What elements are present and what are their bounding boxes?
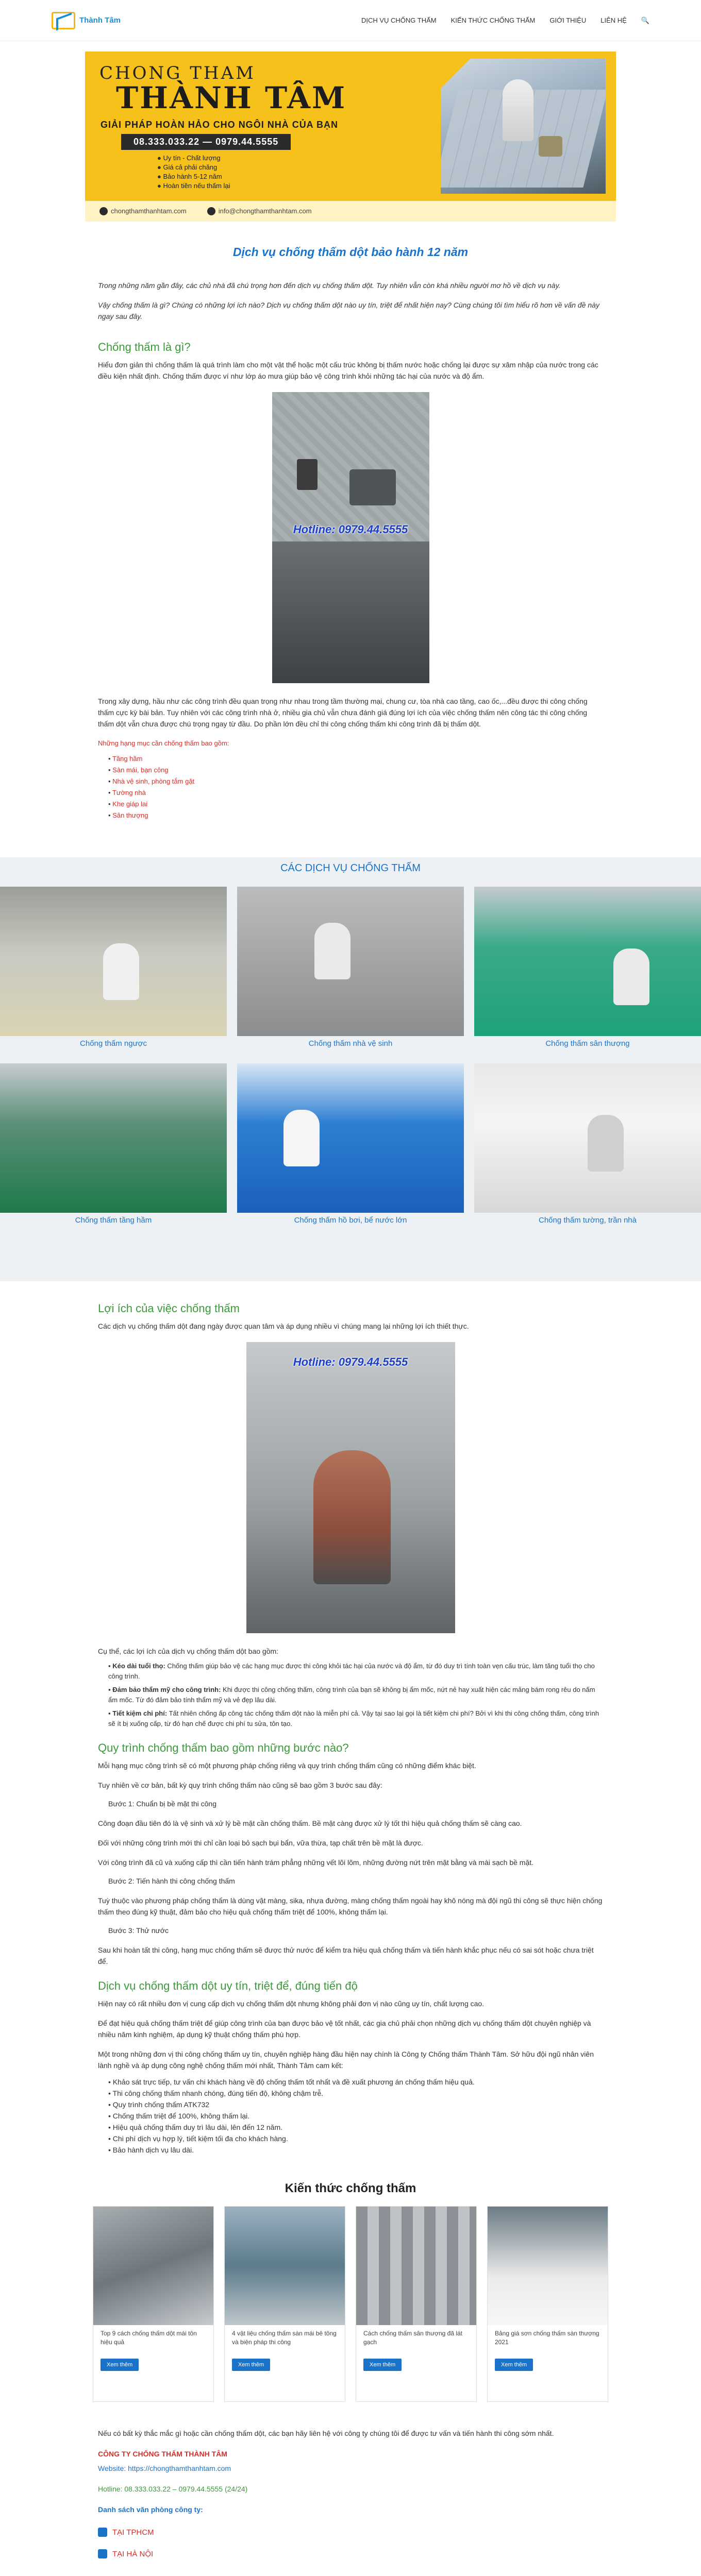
paragraph: Hiện nay có rất nhiều đơn vị cung cấp dịch vụ chống thấm dột nhưng không phải đơn vị nào cũng uy tín, chất lượng cao. (98, 1999, 485, 2008)
hero-brand: CHONG THAM (99, 63, 256, 83)
service-title[interactable]: Chống thấm ngược (80, 1039, 147, 1048)
section-heading: Dịch vụ chống thấm dột uy tín, triệt để, đúng tiến độ (98, 1979, 358, 1992)
step-title: Bước 2: Tiến hành thi công chống thấm (108, 1877, 235, 1885)
service-photo (237, 887, 464, 1036)
hero-website: chongthamthanhtam.com (99, 207, 187, 216)
hero-rooftop-photo (441, 59, 606, 194)
service-card[interactable] (237, 1063, 464, 1225)
paragraph: Tuỳ thuộc vào phương pháp chống thấm là dùng vật màng, sika, nhựa đường, màng chống thấm ngoài hay khô nóng mà đội ngũ thi công sẽ thực hiện chống thấm theo đúng kỹ thuật, đảm bảo cho hiệu quả chống thấm triệt để 100%, không thấm lại. (98, 1896, 603, 1916)
service-title[interactable]: Chống thấm hồ bơi, bể nước lớn (294, 1216, 407, 1225)
service-title[interactable]: Chống thấm tường, trần nhà (539, 1216, 637, 1225)
hero-bullet: ● Giá cả phải chăng (157, 163, 230, 172)
paragraph: Mỗi hạng mục công trình sẽ có một phương pháp chống riêng và quy trình chống thấm cũng có những điểm khác biệt. (98, 1761, 476, 1770)
plus-icon (98, 2549, 107, 2558)
read-more-button[interactable]: Xem thêm (232, 2359, 270, 2371)
contact-section (98, 2428, 603, 2576)
section-heading: Lợi ích của việc chống thấm (98, 1302, 240, 1315)
hero-contact-strip (85, 201, 616, 222)
service-card[interactable] (0, 1063, 227, 1225)
service-photo (474, 887, 701, 1036)
site-logo[interactable] (52, 12, 121, 29)
plus-icon (98, 2528, 107, 2537)
service-card[interactable] (474, 887, 701, 1048)
hotline-overlay: Hotline: 0979.44.5555 (293, 523, 408, 536)
knowledge-thumb (93, 2207, 213, 2325)
globe-icon (99, 207, 108, 215)
commitments-list (108, 2076, 603, 2156)
list-item: • Thi công chống thấm nhanh chóng, đúng tiến độ, không chậm trễ. (108, 2088, 603, 2099)
hero-email: info@chongthamthanhtam.com (207, 207, 312, 216)
logo-text: Thành Tâm (79, 16, 121, 25)
services-section (0, 857, 701, 1281)
paragraph: Với công trình đã cũ và xuống cấp thì cần tiến hành trám phẳng những vết lõi lõm, những đường nứt trên mặt bằng và mài sạch bề mặt. (98, 1858, 534, 1867)
list-item: • Tầng hầm (108, 753, 603, 765)
benefit-item: ▪ Tiết kiệm chi phí: Tất nhiên chống ấp công tác chống thấm dột nào là miễn phí cả. Vậy tại sao lại gọi là tiết kiệm chi phí? Bởi vì khi thi công chống thấm, công trình sẽ ít bị xuống cấp, từ đó hạn chế được chi phí tu sửa, tôn tạo. (108, 1708, 603, 1729)
benefit-item: ▪ Kéo dài tuổi thọ: Chống thấm giúp bảo vệ các hạng mục được thi công khỏi tác hại của nước và độ ẩm, từ đó duy trì tính toàn vẹn cấu trúc, làm tăng tuổi thọ cho công trình. (108, 1661, 603, 1682)
office-toggle[interactable]: TẠI HÀ NỘI (98, 2549, 603, 2558)
knowledge-card[interactable] (356, 2206, 477, 2402)
knowledge-card-title[interactable]: Cách chống thấm sân thượng đã lát gạch (363, 2330, 463, 2346)
knowledge-section (0, 2181, 701, 2402)
waterproofing-items-list (108, 753, 603, 821)
section-heading: Chống thấm là gì? (98, 341, 191, 353)
nav-knowledge[interactable]: KIẾN THỨC CHỐNG THẤM (450, 16, 536, 24)
paragraph: Trong xây dựng, hầu như các công trình đều quan trọng như nhau trong tầm thường mại, chung cư, tòa nhà cao tầng, cao ốc,...đều được thi công chống thấm cực kỳ bài bản. Tuy nhiên với các công trình nhà ở, nhiều gia chủ vẫn chưa đánh giá đúng lợi ích của việc chống thấm nên công tác thi công chống thấm dột vẫn chưa được chú trọng ngay từ đầu. Do phần lớn đều chỉ thi công chống thấm khi công trình đã bị thấm dột. (98, 697, 588, 728)
office-toggle[interactable]: TẠI TPHCM (98, 2528, 603, 2537)
hero-banner (85, 52, 616, 222)
paragraph: Các dịch vụ chống thấm dột đang ngày được quan tâm và áp dụng nhiều vì chúng mang lại những lợi ích thiết thực. (98, 1322, 469, 1330)
list-item: • Sàn mái, bạn công (108, 765, 603, 776)
paragraph: Để đạt hiệu quả chống thấm triệt để giúp công trình của bạn được bảo vệ tốt nhất, các gia chủ phải chọn những dịch vụ chống thấm dột chuyên nghiệp và nhiều năm kinh nghiệm, áp dụng kỹ thuật chống thấm phù hợp. (98, 2019, 591, 2039)
website-link[interactable]: Website: https://chongthamthanhtam.com (98, 2464, 231, 2472)
benefit-item: ▪ Đảm bảo thẩm mỹ cho công trình: Khi được thi công chống thấm, công trình của bạn sẽ không bị ẩm mốc, nứt nẻ hay xuất hiện các mảng bám rong rêu do nấm ẩm mốc. Từ đó đảm bảo tính thẩm mỹ và vẻ đẹp lâu dài. (108, 1685, 603, 1705)
logo-house-icon (52, 12, 75, 29)
contact-intro: Nếu có bất kỳ thắc mắc gì hoặc cần chống thấm dột, các bạn hãy liên hệ với công ty chúng tôi để được tư vấn và tiến hành thi công sớm nhất. (98, 2429, 554, 2437)
company-name: CÔNG TY CHỐNG THẤM THÀNH TÂM (98, 2450, 227, 2458)
article (0, 245, 701, 2576)
step-title: Bước 1: Chuẩn bị bề mặt thi công (108, 1800, 216, 1808)
paragraph: Cụ thể, các lợi ích của dịch vụ chống thấm dột bao gồm: (98, 1647, 279, 1655)
service-photo (0, 1063, 227, 1213)
hero-bullet: ● Bảo hành 5-12 năm (157, 172, 230, 181)
hero-slogan: GIẢI PHÁP HOÀN HẢO CHO NGÔI NHÀ CỦA BẠN (101, 120, 339, 130)
hero-bullet: ● Uy tín - Chất lượng (157, 154, 230, 163)
knowledge-title: Kiến thức chống thấm (285, 2181, 416, 2195)
knowledge-card[interactable] (93, 2206, 214, 2402)
services-grid (0, 887, 701, 1225)
read-more-button[interactable]: Xem thêm (101, 2359, 139, 2371)
list-item: • Chi phí dịch vụ hợp lý, tiết kiệm tối đa cho khách hàng. (108, 2133, 603, 2144)
list-item: • Nhà vệ sinh, phòng tắm gặt (108, 776, 603, 787)
hero-phone: 08.333.033.22 — 0979.44.5555 (121, 134, 291, 150)
mail-icon (207, 207, 215, 215)
knowledge-card-title[interactable]: 4 vật liệu chống thấm sàn mái bê tông và biện pháp thi công (232, 2330, 337, 2346)
offices-heading: Danh sách văn phòng công ty: (98, 2505, 203, 2514)
service-card[interactable] (0, 887, 227, 1048)
knowledge-card-title[interactable]: Top 9 cách chống thấm dột mái tôn hiệu quả (101, 2330, 197, 2346)
paragraph: Tuy nhiên về cơ bản, bất kỳ quy trình chống thấm nào cũng sẽ bao gồm 3 bước sau đây: (98, 1781, 382, 1789)
hero-bullet: ● Hoàn tiền nếu thấm lại (157, 181, 230, 191)
knowledge-thumb (488, 2207, 608, 2325)
service-card[interactable] (237, 887, 464, 1048)
wall-waterproofing-photo (246, 1342, 455, 1633)
list-item: • Bảo hành dịch vụ lâu dài. (108, 2144, 603, 2156)
service-photo (0, 887, 227, 1036)
paragraph: Đối với những công trình mới thi chỉ cần loại bỏ sạch bụi bẩn, vữa thừa, tạp chất trên bề mặt là được. (98, 1839, 423, 1847)
site-header (0, 0, 701, 41)
main-nav (361, 16, 649, 25)
list-item: • Tường nhà (108, 787, 603, 799)
service-card[interactable] (474, 1063, 701, 1225)
hero-bullets (157, 154, 230, 191)
hero-company-name: THÀNH TÂM (116, 80, 347, 115)
read-more-button[interactable]: Xem thêm (363, 2359, 402, 2371)
service-photo (474, 1063, 701, 1213)
knowledge-thumb (356, 2207, 476, 2325)
services-title: CÁC DỊCH VỤ CHỐNG THẤM (280, 862, 421, 874)
knowledge-grid (93, 2206, 608, 2402)
paragraph: Công đoạn đầu tiên đó là vệ sinh và xử lý bề mặt cần chống thấm. Bề mặt càng được xử lý tốt thì hiệu quả chống thấm sẽ càng cao. (98, 1819, 522, 1827)
step-title: Bước 3: Thử nước (108, 1926, 169, 1935)
bathroom-waterproofing-photo (272, 392, 429, 683)
list-item: • Quy trình chống thấm ATK732 (108, 2099, 603, 2110)
service-title[interactable]: Chống thấm sân thượng (545, 1039, 630, 1048)
intro-paragraph: Trong những năm gần đây, các chủ nhà đã chú trọng hơn đến dịch vụ chống thấm dột. Tuy nhiên vẫn còn khá nhiều người mơ hồ về dịch vụ này. (98, 281, 561, 290)
paragraph: Sau khi hoàn tất thi công, hạng mục chống thấm sẽ được thử nước để kiểm tra hiệu quả chống thấm và tiến hành khắc phục nếu có sai sót hoặc chưa triệt để. (98, 1946, 594, 1965)
nav-about[interactable]: GIỚI THIỆU (549, 16, 587, 24)
knowledge-thumb (225, 2207, 345, 2325)
knowledge-card[interactable] (487, 2206, 608, 2402)
service-title[interactable]: Chống thấm nhà vệ sinh (308, 1039, 393, 1048)
list-item: • Chống thấm triệt để 100%, không thấm lại. (108, 2110, 603, 2122)
knowledge-card[interactable] (224, 2206, 345, 2402)
list-item: • Khảo sát trực tiếp, tư vấn chi khách hàng về độ chống thấm tốt nhất và đề xuất phương án chống thấm hiệu quả. (108, 2076, 603, 2088)
service-photo (237, 1063, 464, 1213)
service-title[interactable]: Chống thấm tầng hầm (75, 1216, 152, 1225)
read-more-button[interactable]: Xem thêm (495, 2359, 533, 2371)
section-heading: Quy trình chống thấm bao gồm những bước nào? (98, 1741, 349, 1754)
list-item: • Sân thượng (108, 810, 603, 821)
page-title: Dịch vụ chống thấm dột bảo hành 12 năm (232, 245, 469, 259)
paragraph: Hiểu đơn giản thì chống thấm là quá trình làm cho một vật thể hoặc một cấu trúc không bị thấm nước hoặc chống lại được sự xâm nhập của nước trong các điều kiện nhất định. Chống thấm được ví như lớp áo mưa giúp bảo vệ công trình khỏi những tác hại của nước và độ ẩm. (98, 361, 598, 380)
search-icon[interactable]: 🔍 (641, 16, 649, 24)
hotline-overlay: Hotline: 0979.44.5555 (293, 1355, 408, 1368)
benefits-list (108, 1661, 603, 1729)
knowledge-card-title[interactable]: Bảng giá sơn chống thấm sàn thượng 2021 (495, 2330, 599, 2346)
intro-paragraph: Vậy chống thấm là gì? Chúng có những lợi ích nào? Dịch vụ chống thấm dột nào uy tín, triệt để nhất hiện nay? Cùng chúng tôi tìm hiểu rõ hơn về vấn đề này ngay sau đây. (98, 301, 599, 320)
nav-services[interactable]: DỊCH VỤ CHỐNG THẤM (361, 16, 437, 24)
nav-contact[interactable]: LIÊN HỆ (600, 16, 627, 24)
contact-hotline[interactable]: Hotline: 08.333.033.22 – 0979.44.5555 (24/24) (98, 2485, 248, 2493)
list-item: • Hiệu quả chống thấm duy trì lâu dài, lên đến 12 năm. (108, 2122, 603, 2133)
list-title: Những hạng mục cần chống thấm bao gồm: (98, 739, 229, 747)
paragraph: Một trong những đơn vị thi công chống thấm uy tín, chuyên nghiệp hàng đầu hiện nay chính là Công ty Chống thấm Thành Tâm. Sở hữu đội ngũ nhân viên lành nghề và áp dụng công nghệ chống thấm mới nhất, Thành Tâm cam kết: (98, 2050, 594, 2070)
list-item: • Khe giáp lai (108, 799, 603, 810)
